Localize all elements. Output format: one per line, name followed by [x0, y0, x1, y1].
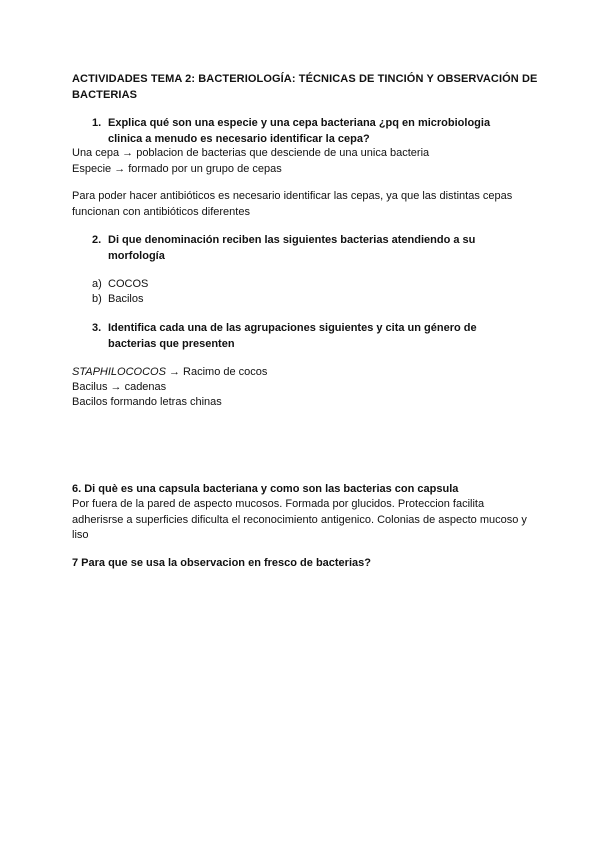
question-2-number: 2.	[92, 234, 102, 246]
question-2	[92, 233, 522, 264]
answer-1-line-1: Una cepa → poblacion de bacterias que desciende de una unica bacteria	[72, 147, 430, 159]
list-marker: a)	[92, 278, 102, 290]
question-3-number: 3.	[92, 322, 102, 334]
question-1-text: Explica qué son una especie y una cepa bacteriana ¿pq en microbiologia clinica a menudo es necesario identificar la cepa?	[108, 117, 491, 145]
question-3	[92, 321, 522, 352]
answer-3-line-1-rest: → Racimo de cocos	[165, 366, 268, 378]
question-7-heading: 7 Para que se usa la observacion en fresco de bacterias?	[72, 557, 371, 569]
answer-3-line-3: Bacilos formando letras chinas	[72, 396, 222, 408]
question-3-text: Identifica cada una de las agrupaciones siguientes y cita un género de bacterias que presenten	[108, 322, 477, 350]
list-marker: b)	[92, 293, 102, 305]
list-item	[92, 277, 148, 293]
genus-name: STAPHILOCOCOS	[72, 366, 166, 378]
document-title: ACTIVIDADES TEMA 2: BACTERIOLOGÍA: TÉCNICAS DE TINCIÓN Y OBSERVACIÓN DE BACTERIAS	[72, 73, 538, 101]
answer-3-line-1	[72, 365, 267, 381]
question-1	[92, 116, 522, 147]
answer-1-paragraph: Para poder hacer antibióticos es necesario identificar las cepas, ya que las distintas cepas funcionan con antibióticos diferentes	[72, 190, 513, 218]
answer-3-line-2: Bacilus → cadenas	[72, 381, 167, 393]
list-item	[92, 292, 143, 308]
answer-1-line-2: Especie → formado por un grupo de cepas	[72, 163, 282, 175]
list-item-text: Bacilos	[108, 293, 144, 305]
question-2-text: Di que denominación reciben las siguientes bacterias atendiendo a su morfología	[108, 234, 476, 262]
question-1-number: 1.	[92, 117, 102, 129]
list-item-text: COCOS	[108, 278, 149, 290]
question-6-heading: 6. Di què es una capsula bacteriana y como son las bacterias con capsula	[72, 483, 459, 495]
answer-6-paragraph: Por fuera de la pared de aspecto mucosos. Formada por glucidos. Proteccion facilita adherisrse a superficies dificulta el reconocimiento antigenico. Colonias de aspecto mucoso y liso	[72, 498, 527, 541]
